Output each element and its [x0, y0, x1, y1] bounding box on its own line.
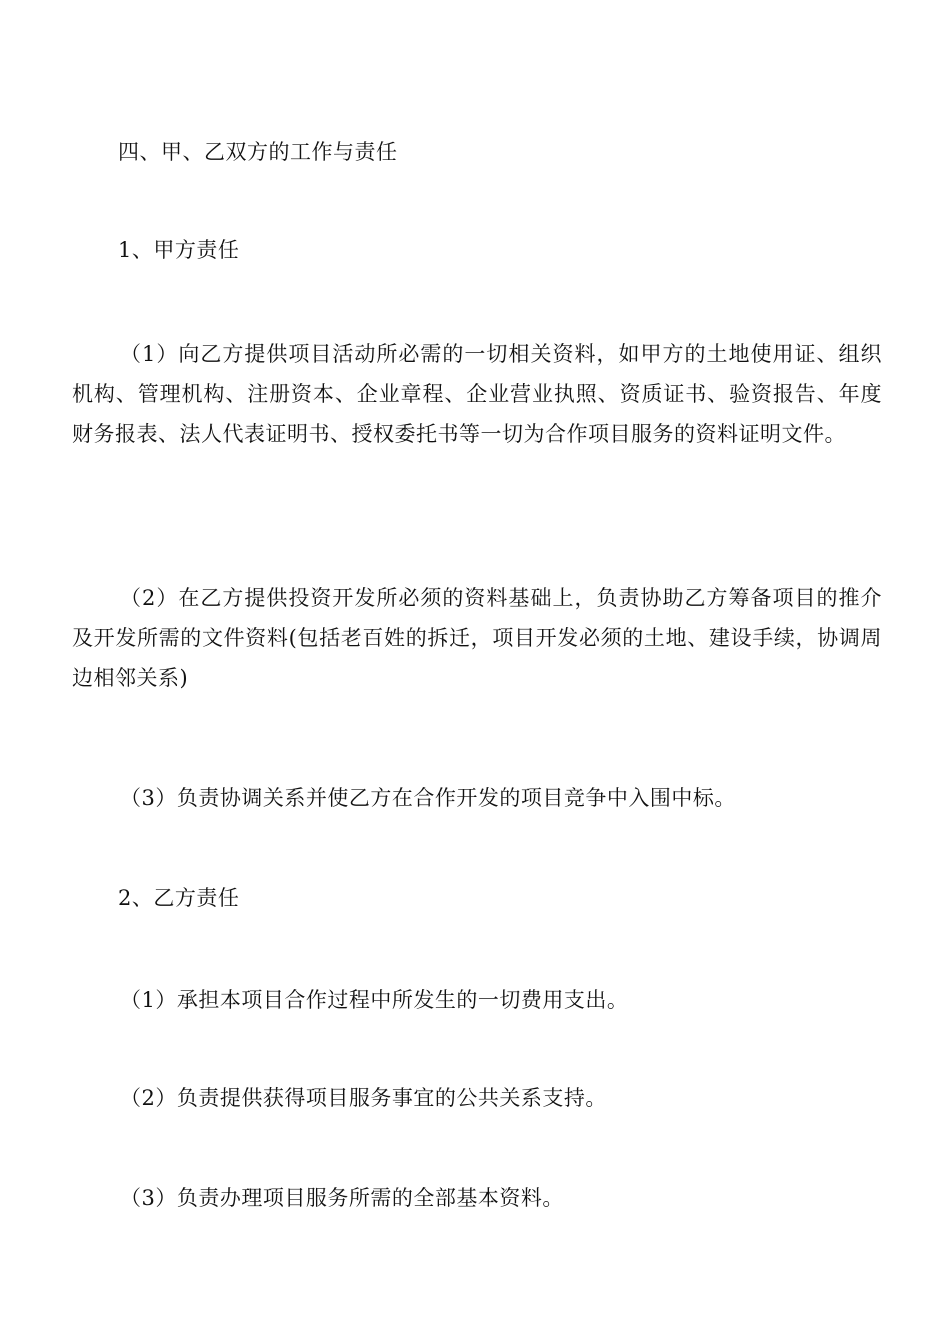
party-b-heading: 2、乙方责任 — [118, 886, 240, 910]
party-a-item-2: （2）在乙方提供投资开发所必须的资料基础上，负责协助乙方筹备项目的推介及开发所需的文件资料(包括老百姓的拆迁，项目开发必须的土地、建设手续，协调周边相邻关系) — [72, 586, 882, 690]
party-b-item-2: （2）负责提供获得项目服务事宜的公共关系支持。 — [120, 1086, 607, 1110]
party-b-item-3: （3）负责办理项目服务所需的全部基本资料。 — [120, 1186, 564, 1210]
party-a-heading: 1、甲方责任 — [118, 238, 240, 262]
party-a-item-1: （1）向乙方提供项目活动所必需的一切相关资料，如甲方的土地使用证、组织机构、管理机构、注册资本、企业章程、企业营业执照、资质证书、验资报告、年度财务报表、法人代表证明书、授权委托书等一切为合作项目服务的资料证明文件。 — [72, 342, 882, 446]
section-heading: 四、甲、乙双方的工作与责任 — [118, 140, 398, 164]
party-a-item-3: （3）负责协调关系并使乙方在合作开发的项目竞争中入围中标。 — [120, 786, 736, 810]
party-b-item-1: （1）承担本项目合作过程中所发生的一切费用支出。 — [120, 988, 629, 1012]
